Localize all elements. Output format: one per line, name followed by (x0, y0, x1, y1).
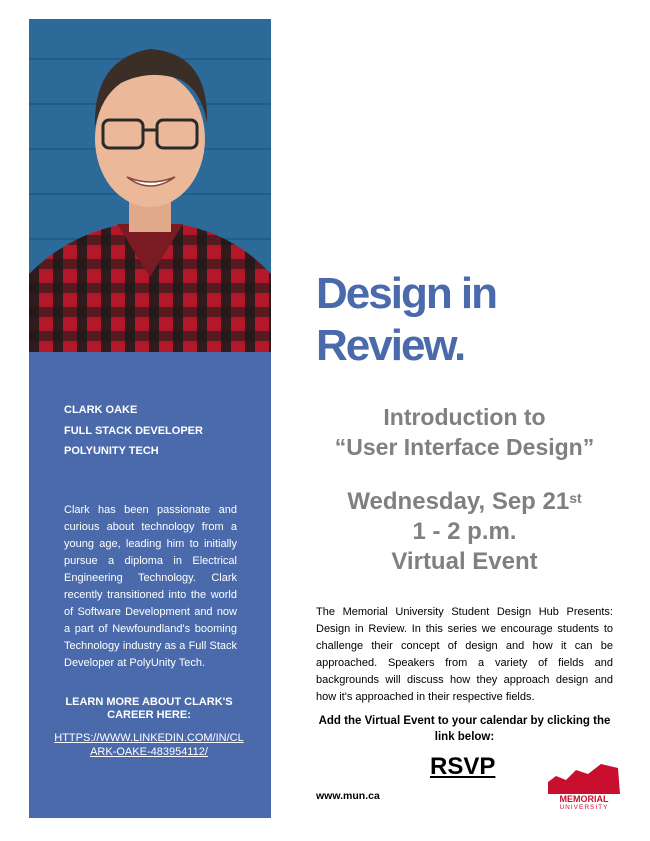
event-date (292, 487, 637, 517)
event-title-line1: Design in (316, 269, 497, 318)
event-date-suffix: st (569, 490, 582, 506)
speaker-company: POLYUNITY TECH (64, 445, 159, 457)
speaker-photo (29, 19, 271, 352)
rsvp-link[interactable]: RSVP (430, 753, 496, 780)
learn-more-heading: LEARN MORE ABOUT CLARK'S CAREER HERE: (65, 696, 233, 721)
linkedin-link[interactable]: HTTPS://WWW.LINKEDIN.COM/IN/CLARK-OAKE-483954112/ (54, 732, 244, 758)
event-description: The Memorial University Student Design Hub Presents: Design in Review. In this series we encourage students to challenge their concept of design and how it can be approached. Speakers from a variety of fields and backgrounds will discuss how they approach design and how it's approached in their respective fields. (316, 606, 613, 703)
speaker-name: CLARK OAKE (64, 404, 138, 416)
speaker-role: FULL STACK DEVELOPER (64, 424, 203, 437)
logo-line1: MEMORIAL (559, 794, 609, 804)
event-subtitle (292, 402, 637, 462)
event-date-text: Wednesday, Sep 21 (347, 488, 570, 515)
logo-line2: UNIVERSITY (559, 804, 609, 810)
event-subtitle-line2: “User Interface Design” (334, 434, 595, 460)
speaker-bio: Clark has been passionate and curious about technology from a young age, leading him to initially pursue a diploma in Electrical Engineering Technology. Clark recently transitioned into the world of Software Development and now a part of Newfoundland's booming Technology industry as a Full Stack Developer at PolyUnity Tech. (64, 504, 237, 669)
website-url[interactable]: www.mun.ca (316, 790, 380, 802)
memorial-university-logo (546, 762, 622, 810)
event-title (316, 268, 496, 372)
event-subtitle-line1: Introduction to (383, 404, 546, 430)
event-datetime (292, 487, 637, 577)
calendar-cta: Add the Virtual Event to your calendar by clicking the link below: (318, 715, 611, 743)
speaker-info (64, 400, 254, 462)
speaker-sidebar (29, 19, 271, 818)
event-title-line2: Review. (316, 321, 465, 370)
event-time: 1 - 2 p.m. (412, 518, 517, 545)
event-format: Virtual Event (391, 548, 538, 575)
